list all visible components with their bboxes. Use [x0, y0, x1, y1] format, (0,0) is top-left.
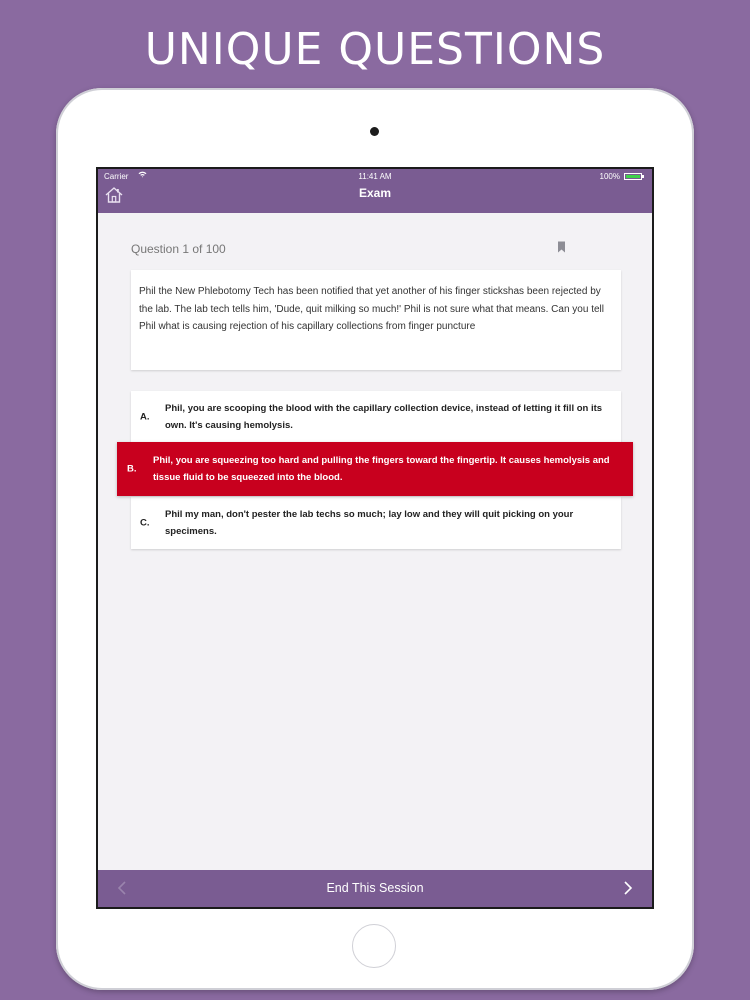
device-home-button[interactable] — [352, 924, 396, 968]
option-text: Phil my man, don't pester the lab techs so much; lay low and they will quit picking on your specimens. — [165, 509, 574, 537]
camera-dot — [370, 127, 379, 136]
answer-option-c[interactable] — [131, 497, 621, 549]
carrier-label: Carrier — [104, 172, 129, 181]
answer-option-b-selected[interactable] — [117, 442, 633, 496]
end-session-button[interactable]: End This Session — [326, 881, 424, 895]
question-text: Phil the New Phlebotomy Tech has been notified that yet another of his finger stickshas been rejected by the lab. The lab tech tells him, 'Dude, quit milking so much!' Phil is not sure what that means. Can you tell Phil what is causing rejection of his capillary collections from finger puncture — [139, 286, 604, 332]
bottom-bar — [98, 870, 652, 907]
option-text: Phil, you are squeezing too hard and pulling the fingers toward the fingertip. It causes hemolysis and tissue fluid to be squeezed into the blood. — [153, 455, 610, 483]
bookmark-icon[interactable] — [557, 240, 566, 252]
app-screen — [96, 167, 654, 909]
status-bar — [98, 171, 652, 185]
answer-option-a[interactable] — [131, 391, 621, 443]
battery-icon — [624, 173, 642, 180]
top-nav-bar — [98, 169, 652, 213]
question-card — [131, 270, 621, 370]
promo-headline: UNIQUE QUESTIONS — [144, 24, 606, 75]
option-letter: B. — [127, 463, 137, 475]
option-letter: C. — [140, 517, 150, 529]
nav-title: Exam — [358, 186, 392, 200]
chevron-right-icon[interactable] — [618, 879, 636, 897]
question-counter: Question 1 of 100 — [131, 242, 226, 256]
option-text: Phil, you are scooping the blood with the capillary collection device, instead of letting it fill on its own. It's causing hemolysis. — [165, 403, 603, 431]
battery-percent: 100% — [599, 172, 620, 181]
status-time: 11:41 AM — [358, 172, 392, 181]
option-letter: A. — [140, 411, 150, 423]
